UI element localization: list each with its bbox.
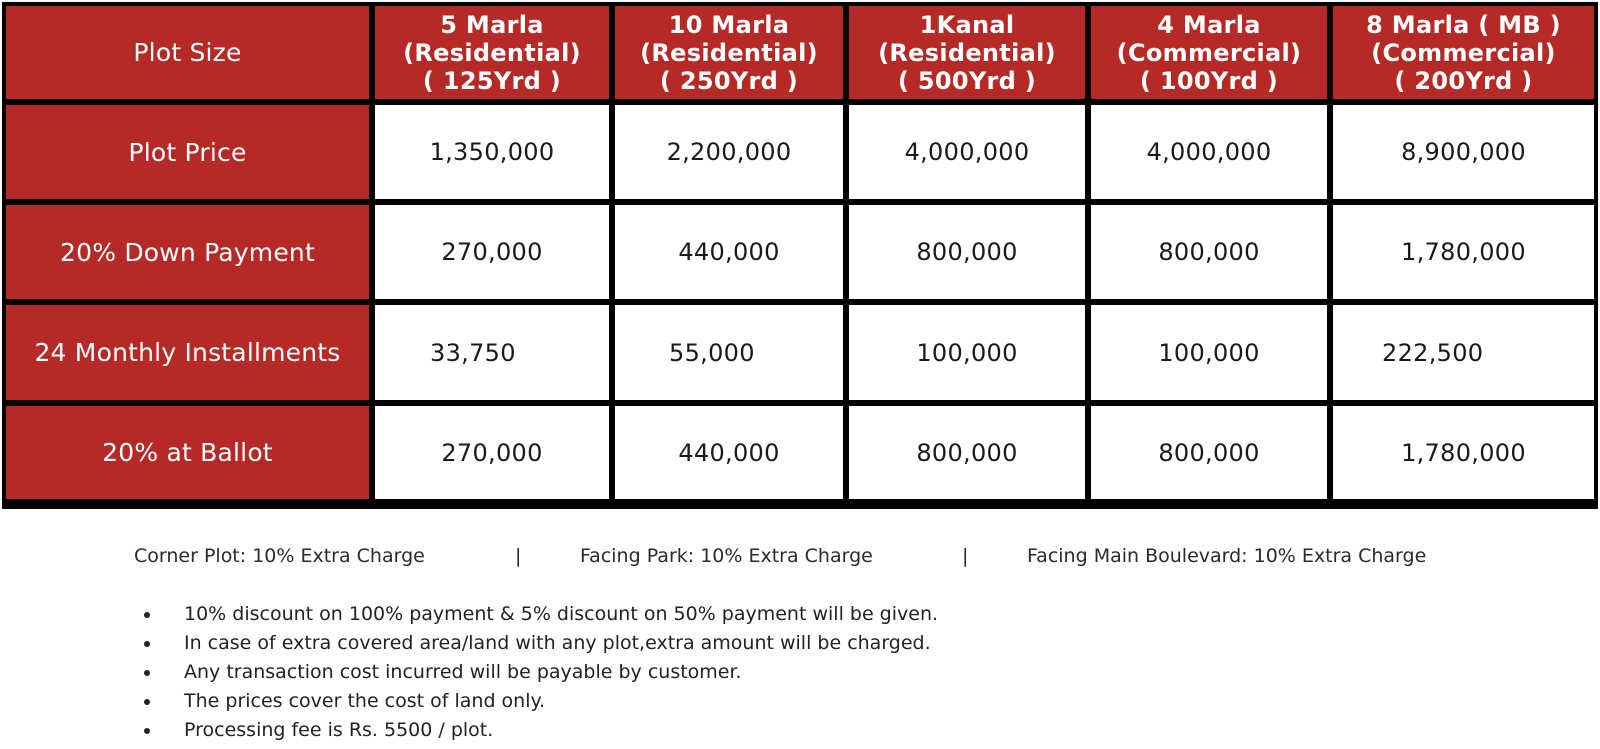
bullet-icon bbox=[144, 699, 150, 705]
table-cell: 800,000 bbox=[1091, 205, 1327, 299]
bullet-icon bbox=[144, 670, 150, 676]
column-header-type: (Residential) bbox=[640, 38, 818, 67]
term-text: Any transaction cost incurred will be payable by customer. bbox=[184, 661, 742, 683]
table-cell: 1,780,000 bbox=[1333, 205, 1594, 299]
column-header-yards: ( 100Yrd ) bbox=[1139, 66, 1279, 95]
term-text: In case of extra covered area/land with any plot,extra amount will be charged. bbox=[184, 632, 931, 654]
term-text: Processing fee is Rs. 5500 / plot. bbox=[184, 719, 494, 741]
column-header-yards: ( 200Yrd ) bbox=[1394, 66, 1533, 95]
table-cell: 440,000 bbox=[615, 406, 843, 499]
list-item bbox=[144, 600, 938, 629]
table-cell: 33,750 bbox=[375, 305, 609, 400]
bullet-icon bbox=[144, 612, 150, 618]
row-label-down-payment: 20% Down Payment bbox=[6, 205, 369, 299]
column-header-size: 4 Marla bbox=[1157, 10, 1261, 39]
term-text: The prices cover the cost of land only. bbox=[184, 690, 546, 712]
list-item bbox=[144, 687, 938, 716]
column-header-5-marla bbox=[375, 6, 609, 99]
column-header-yards: ( 500Yrd ) bbox=[897, 66, 1037, 95]
column-header-1-kanal bbox=[849, 6, 1085, 99]
column-header-4-marla bbox=[1091, 6, 1327, 99]
separator: | bbox=[515, 545, 522, 567]
column-header-size: 8 Marla ( MB ) bbox=[1366, 10, 1561, 39]
term-text: 10% discount on 100% payment & 5% discount on 50% payment will be given. bbox=[184, 603, 939, 625]
column-header-type: (Commercial) bbox=[1116, 38, 1302, 67]
table-cell: 100,000 bbox=[849, 305, 1085, 400]
column-header-10-marla bbox=[615, 6, 843, 99]
table-cell: 440,000 bbox=[615, 205, 843, 299]
table-cell: 100,000 bbox=[1091, 305, 1327, 400]
bullet-icon bbox=[144, 641, 150, 647]
column-header-8-marla bbox=[1333, 6, 1594, 99]
list-item bbox=[144, 629, 938, 658]
table-cell: 8,900,000 bbox=[1333, 105, 1594, 199]
plot-size-header: Plot Size bbox=[6, 6, 369, 99]
table-cell: 4,000,000 bbox=[849, 105, 1085, 199]
list-item bbox=[144, 658, 938, 687]
row-label-ballot: 20% at Ballot bbox=[6, 406, 369, 499]
table-cell: 1,780,000 bbox=[1333, 406, 1594, 499]
column-header-yards: ( 125Yrd ) bbox=[422, 66, 562, 95]
row-label-plot-price: Plot Price bbox=[6, 105, 369, 199]
table-cell: 222,500 bbox=[1333, 305, 1594, 400]
table-cell: 270,000 bbox=[375, 205, 609, 299]
table-cell: 4,000,000 bbox=[1091, 105, 1327, 199]
facing-boulevard-charge: Facing Main Boulevard: 10% Extra Charge bbox=[1027, 545, 1427, 567]
table-cell: 270,000 bbox=[375, 406, 609, 499]
terms-list bbox=[144, 600, 938, 745]
column-header-size: 5 Marla bbox=[440, 10, 544, 39]
column-header-yards: ( 250Yrd ) bbox=[659, 66, 799, 95]
table-cell: 800,000 bbox=[849, 406, 1085, 499]
column-header-size: 10 Marla bbox=[668, 10, 790, 39]
table-cell: 1,350,000 bbox=[375, 105, 609, 199]
corner-plot-charge: Corner Plot: 10% Extra Charge bbox=[134, 545, 425, 567]
column-header-type: (Residential) bbox=[878, 38, 1056, 67]
separator: | bbox=[962, 545, 969, 567]
table-cell: 2,200,000 bbox=[615, 105, 843, 199]
bullet-icon bbox=[144, 728, 150, 734]
extra-charges-bar bbox=[0, 540, 1600, 572]
column-header-type: (Commercial) bbox=[1371, 38, 1556, 67]
list-item bbox=[144, 716, 938, 745]
table-cell: 800,000 bbox=[1091, 406, 1327, 499]
column-header-size: 1Kanal bbox=[919, 10, 1015, 39]
table-cell: 800,000 bbox=[849, 205, 1085, 299]
table-cell: 55,000 bbox=[615, 305, 843, 400]
facing-park-charge: Facing Park: 10% Extra Charge bbox=[580, 545, 873, 567]
row-label-monthly-installments: 24 Monthly Installments bbox=[6, 305, 369, 400]
price-table bbox=[2, 2, 1598, 509]
column-header-type: (Residential) bbox=[403, 38, 581, 67]
